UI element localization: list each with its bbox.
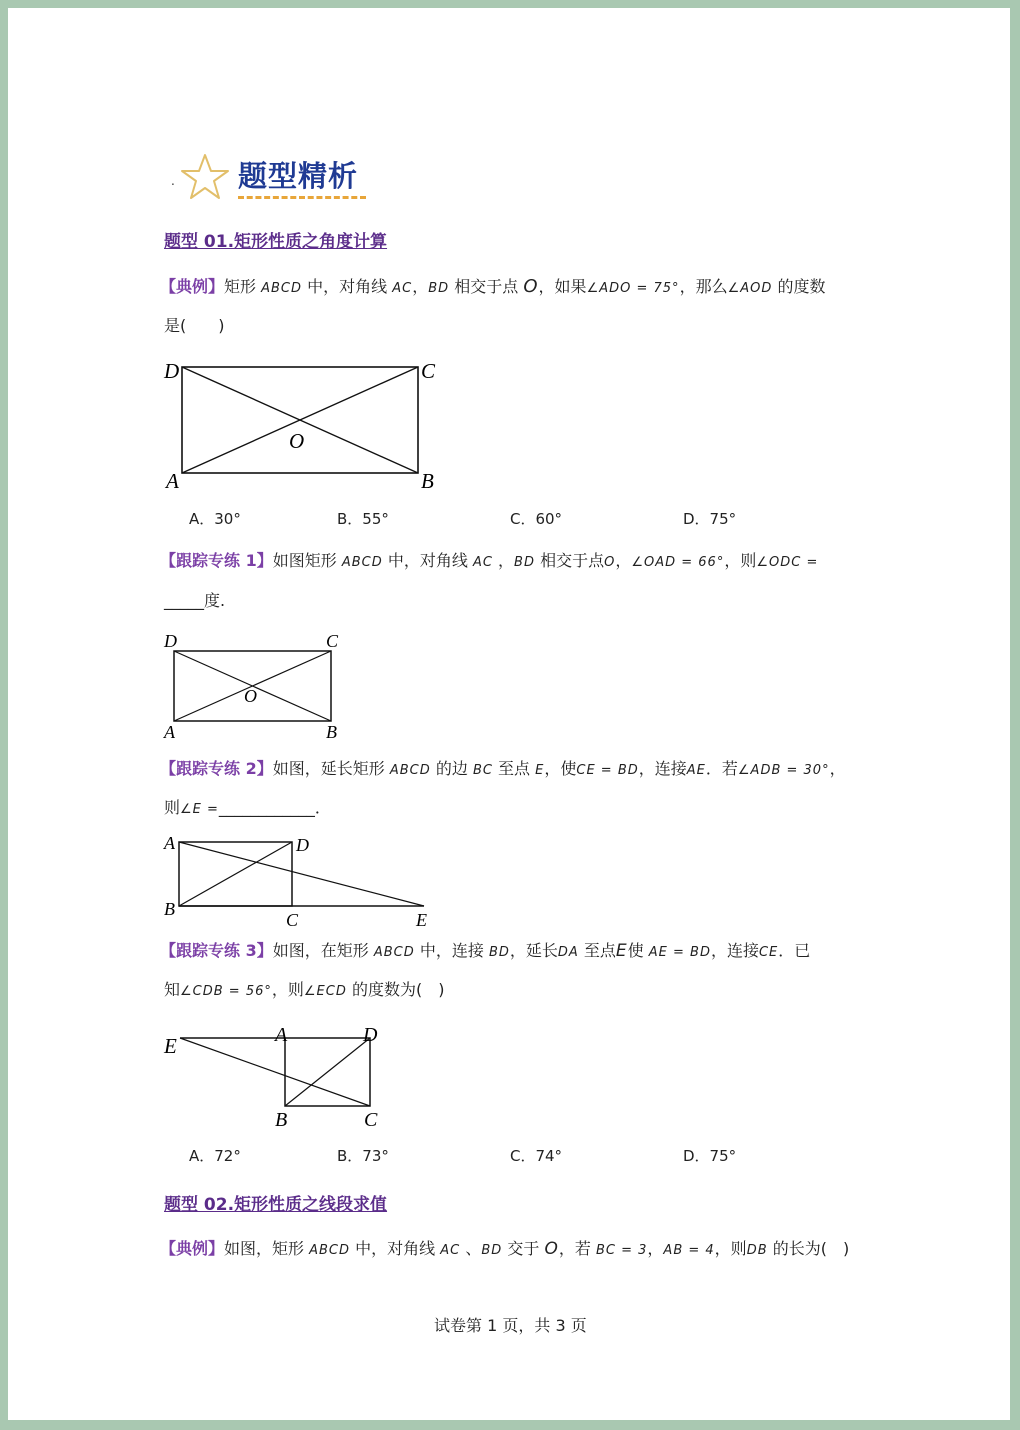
section-title-02: 题型 02.矩形性质之线段求值: [164, 1195, 388, 1215]
practice1-line1: [160, 548, 818, 571]
text: ，: [412, 277, 429, 296]
label-d: D: [164, 359, 180, 383]
label-d: D: [164, 631, 177, 651]
example-tag: 【典例】: [160, 277, 225, 296]
text: ，使: [544, 759, 577, 778]
text: 相交于点: [454, 277, 519, 296]
text: ，: [829, 759, 846, 778]
text: ，则: [724, 551, 757, 570]
text: 中，连接: [419, 941, 484, 960]
label-e: E: [164, 1034, 177, 1058]
text: 矩形: [224, 277, 257, 296]
text: 如图矩形: [272, 551, 337, 570]
math-bd: BD: [481, 1243, 503, 1258]
text: 至点: [583, 941, 616, 960]
text: ．已: [778, 941, 811, 960]
text: 如图，矩形: [224, 1239, 305, 1258]
text: ．若: [705, 759, 738, 778]
text: ，: [498, 551, 515, 570]
math-condition: ∠ADO = 75°: [586, 281, 680, 296]
label-d: D: [363, 1024, 378, 1046]
text: 的度数为( ): [351, 980, 445, 999]
practice-tag: 【跟踪专练 2】: [160, 759, 273, 778]
text: 中，对角线: [307, 277, 388, 296]
practice2-line2: [164, 795, 331, 818]
label-a: A: [166, 469, 179, 492]
option-d: D．75°: [683, 1147, 737, 1165]
math-e: E: [535, 763, 545, 778]
math-o: O: [523, 276, 539, 297]
text: ，连接: [710, 941, 759, 960]
text: 知: [164, 980, 181, 999]
option-d: D．75°: [683, 510, 737, 528]
section-title-01: 题型 01.矩形性质之角度计算: [164, 232, 388, 252]
text: 使: [627, 941, 644, 960]
text: ，: [647, 1239, 664, 1258]
math-rect: ABCD: [261, 281, 303, 296]
text: 则: [164, 798, 181, 817]
text: ，则: [714, 1239, 747, 1258]
label-o: O: [289, 429, 305, 453]
practice3-line2: [164, 977, 444, 1000]
text: ，延长: [509, 941, 558, 960]
label-a: A: [164, 722, 175, 742]
line-ec: [180, 1038, 370, 1106]
text: 的度数: [777, 277, 826, 296]
math-rect: ABCD: [309, 1243, 351, 1258]
math-ac: AC: [440, 1243, 461, 1258]
text: ，那么: [679, 277, 728, 296]
text: 中，对角线: [387, 551, 468, 570]
header-underline: [238, 196, 366, 199]
math-ab: AB = 4: [663, 1243, 715, 1258]
example-tag: 【典例】: [160, 1239, 225, 1258]
option-a: A．72°: [189, 1147, 241, 1165]
math-db: DB: [746, 1243, 768, 1258]
option-c: C．60°: [510, 510, 563, 528]
text: 的长为( ): [772, 1239, 850, 1258]
answer-blank: ____________．: [218, 798, 331, 817]
math-o: O: [604, 555, 616, 570]
math-rect: ABCD: [373, 945, 415, 960]
math-rect: ABCD: [389, 763, 431, 778]
label-a: A: [164, 833, 175, 853]
option-a: A．30°: [189, 510, 241, 528]
math-target: ∠ECD: [303, 984, 347, 999]
math-equation: CE = BD: [576, 763, 639, 778]
text: 至点: [498, 759, 531, 778]
math-condition: ∠ADB = 30°: [737, 763, 830, 778]
label-c: C: [421, 359, 436, 383]
math-bd: BD: [428, 281, 450, 296]
math-e: E: [615, 941, 628, 961]
practice1-line2: _____度.: [164, 591, 226, 610]
figure-practice3: [160, 1014, 400, 1132]
text: 相交于点: [540, 551, 605, 570]
label-o: O: [244, 686, 257, 706]
practice-tag: 【跟踪专练 1】: [160, 551, 273, 570]
document-page: [8, 8, 1010, 1420]
page-footer: 试卷第 1 页，共 3 页: [434, 1316, 587, 1335]
text: 中，对角线: [355, 1239, 436, 1258]
math-condition: ∠CDB = 56°: [180, 984, 272, 999]
math-target: ∠E =: [180, 802, 219, 817]
math-ce: CE: [758, 945, 779, 960]
practice-tag: 【跟踪专练 3】: [160, 941, 273, 960]
label-c: C: [364, 1109, 378, 1131]
example1-line2: 是( ): [164, 316, 225, 335]
practice3-line1: [160, 938, 810, 961]
figure-example1: [160, 352, 460, 492]
label-c: C: [326, 631, 339, 651]
text: ，: [615, 551, 632, 570]
option-b: B．55°: [337, 510, 389, 528]
text: 、: [465, 1239, 482, 1258]
text: ，则: [271, 980, 304, 999]
diagonal-bd: [179, 842, 292, 906]
math-bc: BC: [472, 763, 493, 778]
text: ，如果: [538, 277, 587, 296]
figure-practice1: [160, 626, 360, 744]
math-bd: BD: [488, 945, 510, 960]
math-o: O: [544, 1239, 559, 1259]
math-condition: ∠OAD = 66°: [631, 555, 725, 570]
figure-practice2: [160, 826, 450, 930]
diagonal-bd: [285, 1038, 370, 1106]
option-c: C．74°: [510, 1147, 563, 1165]
math-rect: ABCD: [341, 555, 383, 570]
math-target: ∠AOD: [727, 281, 773, 296]
section-header: [168, 148, 388, 208]
label-c: C: [286, 910, 299, 930]
math-ae: AE: [686, 763, 706, 778]
math-bc: BC = 3: [595, 1243, 648, 1258]
example2-line1: [160, 1236, 849, 1259]
label-b: B: [326, 722, 337, 742]
label-d: D: [296, 835, 309, 855]
text: ，若: [558, 1239, 591, 1258]
text: 的边: [435, 759, 468, 778]
text: ，连接: [638, 759, 687, 778]
text: 如图，延长矩形: [272, 759, 385, 778]
label-a: A: [275, 1024, 288, 1046]
math-equation: AE = BD: [648, 945, 711, 960]
star-icon: [180, 152, 230, 202]
math-target: ∠ODC =: [756, 555, 819, 570]
label-b: B: [421, 469, 434, 492]
example1-line1: [160, 274, 825, 297]
label-e: E: [416, 910, 427, 930]
option-b: B．73°: [337, 1147, 389, 1165]
label-b: B: [275, 1109, 288, 1131]
math-bd: BD: [514, 555, 535, 570]
math-ac: AC: [392, 281, 413, 296]
label-b: B: [164, 899, 175, 919]
header-title: 题型精析: [238, 159, 359, 193]
text: 交于: [507, 1239, 540, 1258]
text: 如图，在矩形: [272, 941, 369, 960]
math-ac: AC: [472, 555, 493, 570]
practice2-line1: [160, 756, 846, 779]
header-dot: .: [171, 174, 175, 188]
math-da: DA: [557, 945, 579, 960]
